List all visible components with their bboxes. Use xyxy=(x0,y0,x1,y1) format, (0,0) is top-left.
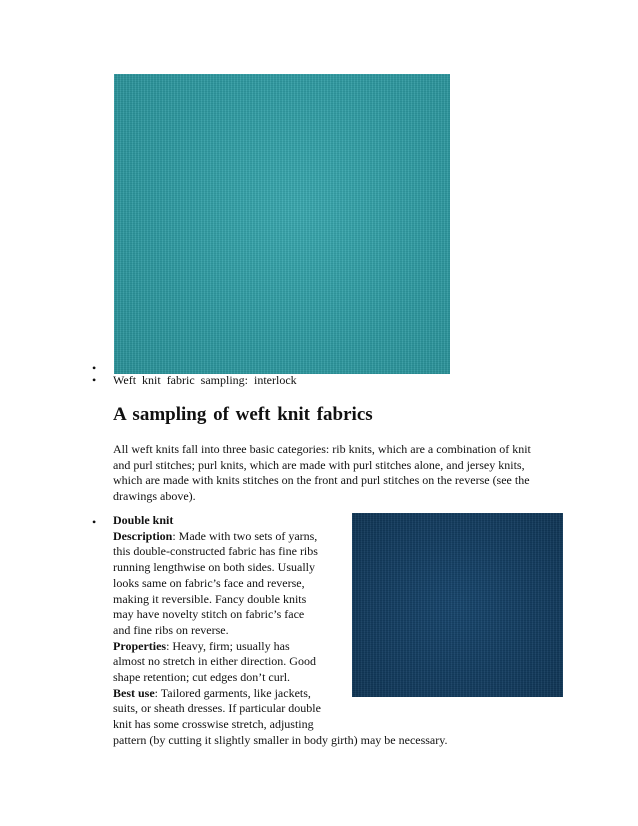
best-use-line: : Tailored garments, like jackets, xyxy=(154,685,311,700)
description-line: : Made with two sets of yarns, xyxy=(172,528,318,543)
properties-line: : Heavy, firm; usually has xyxy=(166,638,290,653)
image-caption: Weft knit fabric sampling: interlock xyxy=(113,373,297,387)
description-line: making it reversible. Fancy double knits xyxy=(113,591,307,606)
properties-line: shape retention; cut edges don’t curl. xyxy=(113,670,291,685)
intro-paragraph xyxy=(113,442,549,504)
properties-label: Properties xyxy=(113,638,167,653)
intro-line: drawings above). xyxy=(113,488,196,503)
best-use-line: pattern (by cutting it slightly smaller in body girth) may be necessary. xyxy=(113,732,448,747)
interlock-fabric-image xyxy=(114,74,450,374)
double-knit-section xyxy=(113,513,473,749)
description-label: Description xyxy=(113,528,173,543)
properties-line: almost no stretch in either direction. Good xyxy=(113,654,316,669)
double-knit-bullet: • xyxy=(92,515,97,529)
intro-line: All weft knits fall into three basic categories: rib knits, which are a combination of knit xyxy=(113,442,531,456)
description-line: looks same on fabric’s face and reverse, xyxy=(113,575,305,590)
double-knit-title: Double knit xyxy=(113,513,174,527)
description-line: this double-constructed fabric has fine ribs xyxy=(113,544,318,559)
best-use-line: suits, or sheath dresses. If particular double xyxy=(113,701,321,716)
description-line: running lengthwise on both sides. Usually xyxy=(113,560,315,575)
description-line: and fine ribs on reverse. xyxy=(113,622,229,637)
intro-line: which are made with knits stitches on the front and purl stitches on the reverse (see the xyxy=(113,473,530,487)
intro-line: and purl stitches; purl knits, which are made with purl stitches alone, and jersey knits, xyxy=(113,457,525,472)
caption-bullet: • xyxy=(92,373,97,387)
description-line: may have novelty stitch on fabric’s face xyxy=(113,607,305,622)
best-use-label: Best use xyxy=(113,685,155,700)
section-heading: A sampling of weft knit fabrics xyxy=(113,404,373,425)
best-use-line: knit has some crosswise stretch, adjusting xyxy=(113,717,314,732)
empty-bullet: • xyxy=(92,361,97,375)
